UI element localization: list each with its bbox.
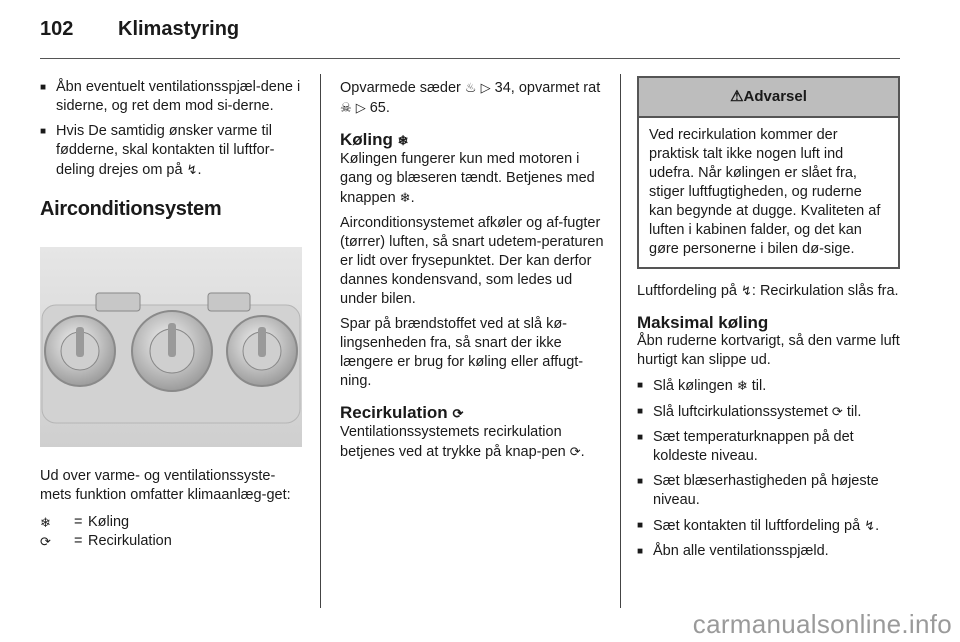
list-item: ■ Slå luftcirkulationssystemet ⟳ til. (637, 402, 903, 422)
definition-label: Køling (88, 514, 130, 530)
caption: Ud over varme- og ventilationssyste-mets funktion omfatter klimaanlæg-get: (40, 468, 291, 503)
definition-label: Recirkulation (88, 533, 172, 549)
section-heading: Airconditionsystem (40, 198, 222, 220)
page-header (40, 18, 900, 48)
snowflake-icon: ❄ (736, 378, 748, 393)
paragraph: Ventilationssystemets recirkulation betjenes ved at trykke på knap-pen ⟳. (340, 424, 585, 460)
header-rule (40, 58, 900, 59)
paragraph: Airconditionsystemet afkøler og af-fugter (tørrer) luften, så snart udetem-peraturen er lidt over frysepunktet. Der kan derfor dannes kondensvand, som ledes ud under bilen. (340, 215, 604, 307)
list-item: ■ Sæt blæserhastigheden på højeste niveau. (637, 472, 903, 510)
column-2 (340, 78, 605, 468)
warning-triangle-icon: ⚠ (730, 88, 744, 105)
list-item: ■ Hvis De samtidig ønsker varme til fødderne, skal kontakten til luftfor-deling drejes om på ↯. (40, 122, 304, 180)
list-item: ■ Sæt kontakten til luftfordeling på ↯. (637, 516, 903, 536)
recirculation-icon: ⟳ (40, 534, 51, 549)
warning-text: Ved recirkulation kommer der praktisk talt ikke nogen luft ind udefra. Når kølingen er slået fra, stiger luftfugtigheden, og ruderne kan begynde at dugge. Kvaliteten af luften i kabinen falder, og det kan gøre personerne i bilen dø-sige. (649, 127, 881, 257)
column-3 (637, 76, 903, 567)
heated-wheel-icon: ☠ (340, 100, 352, 115)
heated-seat-icon: ♨ (464, 80, 477, 95)
column-1 (40, 78, 304, 551)
list-item: ■ Åbn alle ventilationsspjæld. (637, 542, 903, 561)
section-heading: Køling ❄ (340, 130, 409, 149)
snowflake-icon: ❄ (397, 133, 409, 148)
column-divider-2 (620, 74, 621, 608)
page-ref-icon: ▷ (355, 100, 366, 115)
column-divider-1 (320, 74, 321, 608)
page-title: Klimastyring (118, 18, 240, 40)
snowflake-icon: ❄ (399, 190, 411, 205)
section-heading: Recirkulation ⟳ (340, 403, 464, 422)
foot-airflow-icon: ↯ (186, 162, 198, 177)
section-heading: Maksimal køling (637, 313, 769, 332)
snowflake-icon: ❄ (40, 515, 51, 530)
intro-paragraph: Opvarmede sæder ♨ ▷ 34, opvarmet rat ☠ ▷ 65. (340, 80, 601, 116)
paragraph: Luftfordeling på ↯: Recirkulation slås fra. (637, 283, 899, 299)
climate-control-panel-photo (40, 247, 302, 447)
paragraph: Åbn ruderne kortvarigt, så den varme luft hurtigt kan slippe ud. (637, 333, 900, 368)
recirculation-icon: ⟳ (831, 404, 843, 419)
list-item: ■ Sæt temperaturknappen på det koldeste niveau. (637, 428, 903, 466)
foot-airflow-icon: ↯ (741, 283, 752, 298)
list-item: ■ Åbn eventuelt ventilationsspjæl-dene i siderne, og ret dem mod si-derne. (40, 78, 304, 116)
definition-list: ❄ = Køling ⟳ = Recirkulation (40, 513, 304, 551)
page-number: 102 (40, 18, 74, 40)
recirculation-icon: ⟳ (452, 406, 464, 421)
watermark: carmanualsonline.info (692, 609, 952, 639)
paragraph: Kølingen fungerer kun med motoren i gang og blæseren tændt. Betjenes med knappen ❄. (340, 151, 595, 206)
page-ref-icon: ▷ (480, 80, 491, 95)
recirculation-icon: ⟳ (569, 444, 581, 459)
paragraph: Spar på brændstoffet ved at slå kø-lingsenheden fra, så snart der ikke længere er brug for køling eller affugt-ning. (340, 316, 584, 389)
list-item: ■ Slå kølingen ❄ til. (637, 376, 903, 396)
warning-header: ⚠Advarsel (639, 78, 898, 118)
foot-airflow-icon: ↯ (864, 518, 876, 533)
warning-box (637, 76, 900, 269)
